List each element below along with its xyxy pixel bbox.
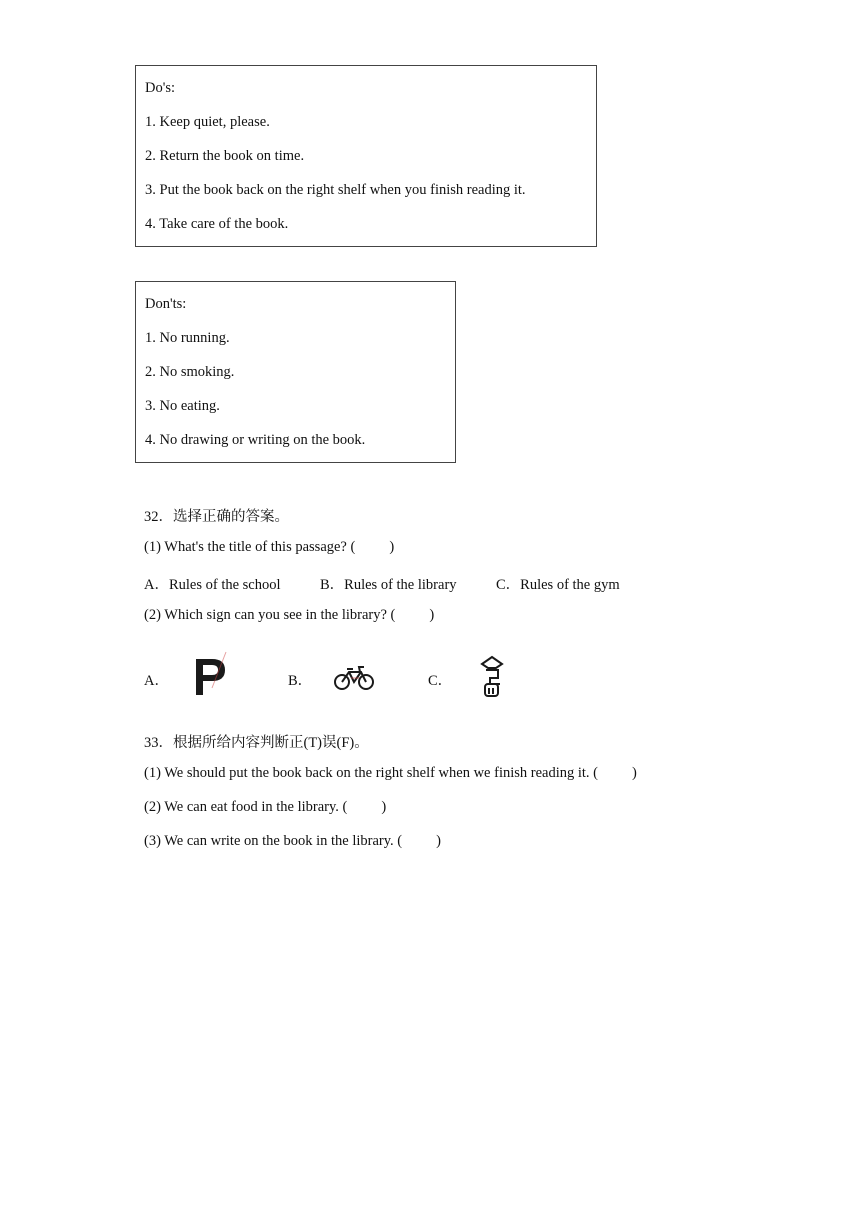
q33-heading: 33．根据所给内容判断正(T)误(F)。 <box>144 735 369 751</box>
donts-item: 2. No smoking. <box>145 364 235 380</box>
parking-sign-icon <box>190 650 230 702</box>
q33-item-text: (2) We can eat food in the library. ( <box>144 799 348 815</box>
q33-item-text: (1) We should put the book back on the right shelf when we finish reading it. ( <box>144 765 599 781</box>
bicycle-sign-icon <box>333 664 375 692</box>
q32-sub1-option-c: C．Rules of the gym <box>496 577 620 593</box>
q33-item-close: ) <box>381 799 387 815</box>
q32-sub1-close: ) <box>389 539 395 555</box>
dos-box <box>135 65 597 247</box>
q33-item-close: ) <box>632 765 637 781</box>
q32-sub1-question <box>144 539 394 556</box>
q32-sub1-option-a: A．Rules of the school <box>144 577 281 593</box>
quiet-sign-icon <box>476 654 508 700</box>
q32-sub1-option-b: B．Rules of the library <box>320 577 457 593</box>
q32-sub2-question <box>144 607 434 624</box>
q33-item-1 <box>144 765 637 782</box>
donts-box <box>135 281 456 463</box>
q32-sub1-text: (1) What's the title of this passage? ( <box>144 539 356 555</box>
q33-item-2 <box>144 799 386 816</box>
q33-item-close: ) <box>436 833 441 849</box>
dos-title: Do's: <box>145 80 176 96</box>
q32-sub2-option-b-label: B． <box>288 673 313 689</box>
donts-title: Don'ts: <box>145 296 187 312</box>
dos-item: 3. Put the book back on the right shelf when you finish reading it. <box>145 182 526 198</box>
q32-heading: 32．选择正确的答案。 <box>144 509 289 525</box>
q32-sub2-text: (2) Which sign can you see in the library? ( <box>144 607 396 623</box>
q32-sub2-option-a-label: A． <box>144 673 169 689</box>
dos-item: 1. Keep quiet, please. <box>145 114 270 130</box>
q33-item-text: (3) We can write on the book in the library. ( <box>144 833 403 849</box>
dos-item: 2. Return the book on time. <box>145 148 305 164</box>
donts-item: 4. No drawing or writing on the book. <box>145 432 366 448</box>
donts-item: 3. No eating. <box>145 398 220 414</box>
donts-item: 1. No running. <box>145 330 230 346</box>
q32-sub2-close: ) <box>429 607 435 623</box>
dos-item: 4. Take care of the book. <box>145 216 289 232</box>
q32-sub2-option-c-label: C． <box>428 673 453 689</box>
q33-item-3 <box>144 833 441 850</box>
